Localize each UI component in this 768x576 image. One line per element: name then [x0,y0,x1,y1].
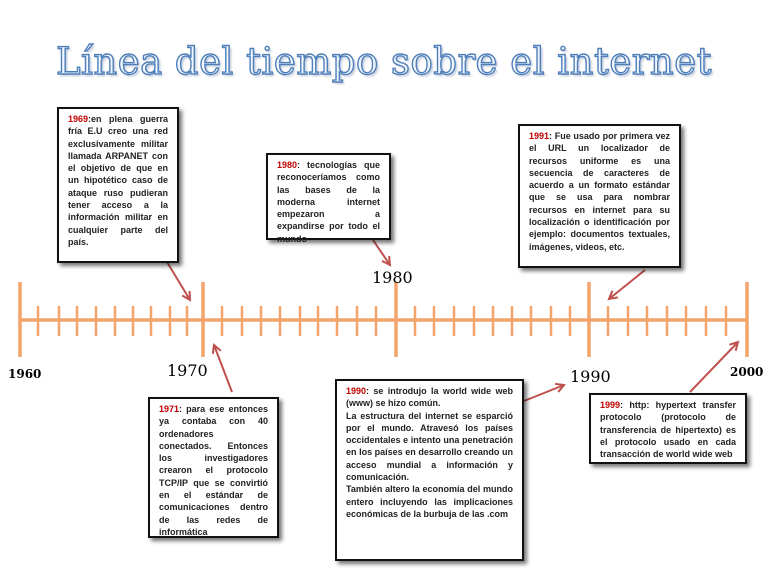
arrow-1971 [213,345,232,392]
year-label-1980: 1980 [372,268,413,287]
year-label-1990: 1990 [570,367,611,386]
event-text-1990-p3: También altero la economía del mundo entero incluyendo las implicaciones económicas de la burbuja de las .com [346,484,513,519]
event-year-1991: 1991 [529,131,550,141]
event-box-1999 [589,393,747,464]
event-year-1999: 1999 [600,400,621,410]
event-text-1980: : tecnologías que reconoceríamos como las bases de la moderna internet empezaron a expandirse por todo el mundo [277,160,380,244]
arrow-1991 [609,270,645,299]
timeline-ticks [20,282,748,357]
event-text-1990: : se introdujo la world wide web (www) se hizo común. [346,386,513,409]
event-box-1980 [266,153,391,244]
arrow-1990 [524,384,564,401]
arrow-shaft [214,345,232,392]
arrow-shaft [167,262,190,300]
event-year-1980: 1980 [277,160,298,170]
event-text-1969: :en plena guerra fría E.U creo una red exclusivamente militar llamada ARPANET con el objetivo de que en un hipotético caso de ataque ruso pudieran tener acceso a la información militar en cualquier parte del país. [68,114,168,247]
event-year-1971: 1971 [159,404,180,414]
event-year-1969: 1969 [68,114,89,124]
arrow-shaft [609,270,645,299]
year-label-1960: 1960 [8,367,42,381]
event-text-1991: : Fue usado por primera vez el URL un localizador de recursos uniforme es una secuencia de caracteres de acuerdo a un formato estándar que se usa para nombrar recursos en internet para su localización o identificación por ejemplo: documentos textuales, imágenes, videos, etc. [529,131,670,252]
event-text-1971: : para ese entonces ya contaba con 40 ordenadores conectados. Entonces los investigadores crearon el protocolo TCP/IP que se convirtió en el estándar de comunicaciones dentro de las redes de informática [159,404,268,537]
event-box-1990 [335,379,524,561]
arrow-1969 [167,262,190,300]
event-box-1971 [148,397,279,538]
event-text-1990-p2: La estructura del internet se esparció por el mundo. Atravesó los países occidentales e intento una penetración en los países en desarrollo creando un acceso mundial a información y comunicación. [346,410,513,483]
arrow-shaft [524,385,564,401]
year-label-2000: 2000 [730,365,764,379]
year-label-1970: 1970 [167,361,208,380]
event-year-1990: 1990 [346,386,367,396]
event-box-1991 [518,124,681,268]
event-box-1969 [57,107,179,263]
event-text-1999: : http: hypertext transfer protocolo (protocolo de transferencia de hipertexto) es el protocolo usado en cada transacción de world wide web [600,400,736,460]
page-title: Línea del tiempo sobre el internet [55,40,713,83]
